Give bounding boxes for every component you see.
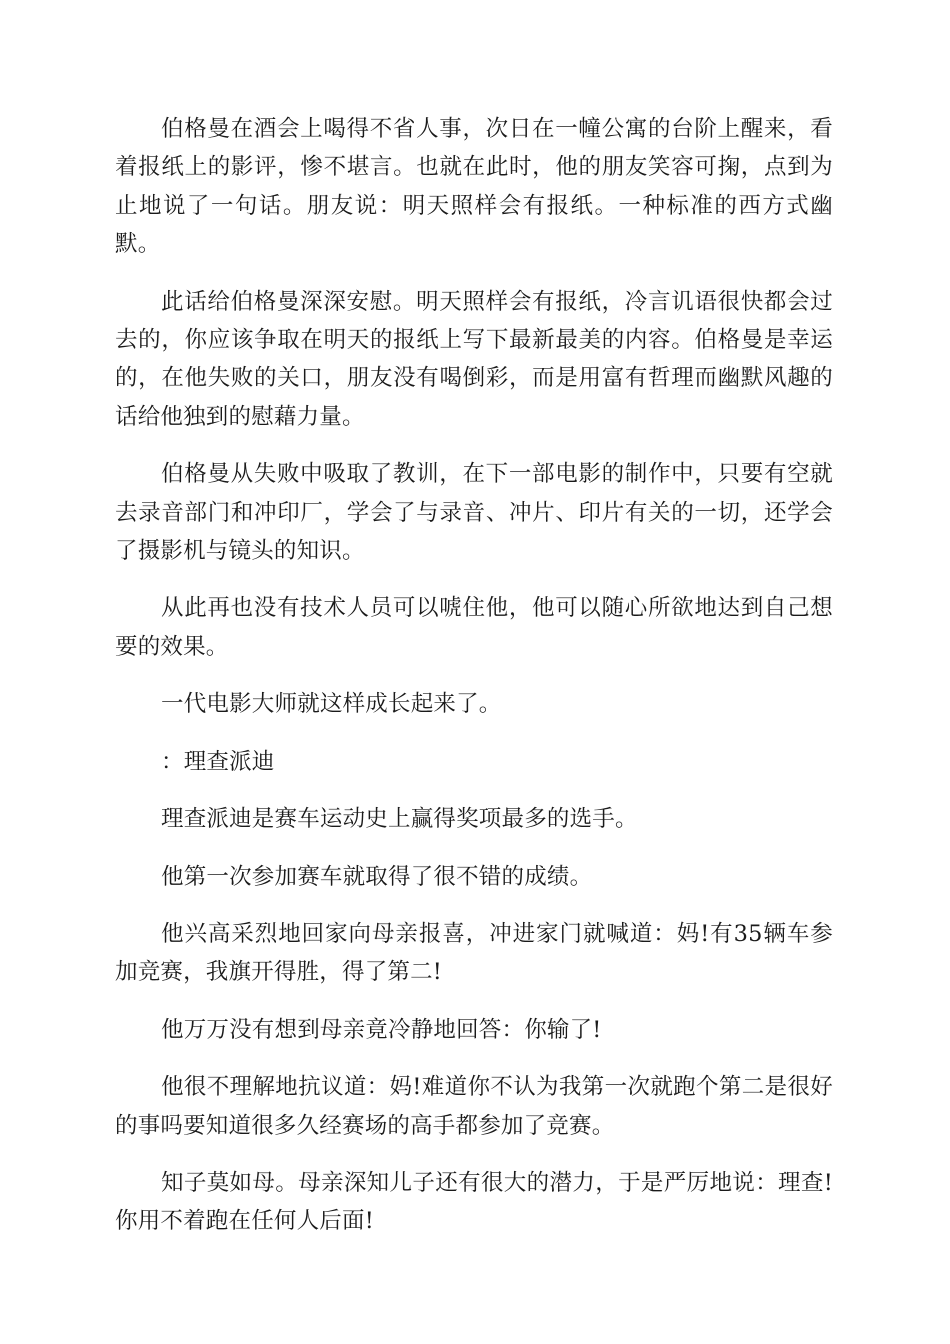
paragraph: 伯格曼从失败中吸取了教训，在下一部电影的制作中，只要有空就去录音部门和冲印厂，学会了与录音、冲片、印片有关的一切，还学会了摄影机与镜头的知识。 xyxy=(115,461,833,565)
paragraph: 此话给伯格曼深深安慰。明天照样会有报纸，冷言讥语很快都会过去的，你应该争取在明天的报纸上写下最新最美的内容。伯格曼是幸运的，在他失败的关口，朋友没有喝倒彩，而是用富有哲理而幽默风趣的话给他独到的慰藉力量。 xyxy=(115,288,833,430)
paragraph: 理查派迪是赛车运动史上赢得奖项最多的选手。 xyxy=(161,806,638,833)
paragraph: 伯格曼在酒会上喝得不省人事，次日在一幢公寓的台阶上醒来，看着报纸上的影评，惨不堪言。也就在此时，他的朋友笑容可掬，点到为止地说了一句话。朋友说：明天照样会有报纸。一种标准的西方式幽默。 xyxy=(115,116,833,258)
paragraph: 他兴高采烈地回家向母亲报喜，冲进家门就喊道：妈!有35辆车参加竞赛，我旗开得胜，得了第二! xyxy=(115,920,833,986)
paragraph: 一代电影大师就这样成长起来了。 xyxy=(161,691,502,718)
paragraph: 知子莫如母。母亲深知儿子还有很大的潜力，于是严厉地说：理查!你用不着跑在任何人后面! xyxy=(115,1169,833,1235)
paragraph: 他第一次参加赛车就取得了很不错的成绩。 xyxy=(161,863,593,890)
section-heading: ：理查派迪 xyxy=(161,748,275,775)
paragraph: 他很不理解地抗议道：妈!难道你不认为我第一次就跑个第二是很好的事吗要知道很多久经赛场的高手都参加了竞赛。 xyxy=(115,1074,833,1139)
paragraph: 他万万没有想到母亲竟冷静地回答：你输了! xyxy=(161,1016,602,1043)
paragraph: 从此再也没有技术人员可以唬住他，他可以随心所欲地达到自己想要的效果。 xyxy=(115,595,833,660)
document-body xyxy=(115,110,833,1260)
